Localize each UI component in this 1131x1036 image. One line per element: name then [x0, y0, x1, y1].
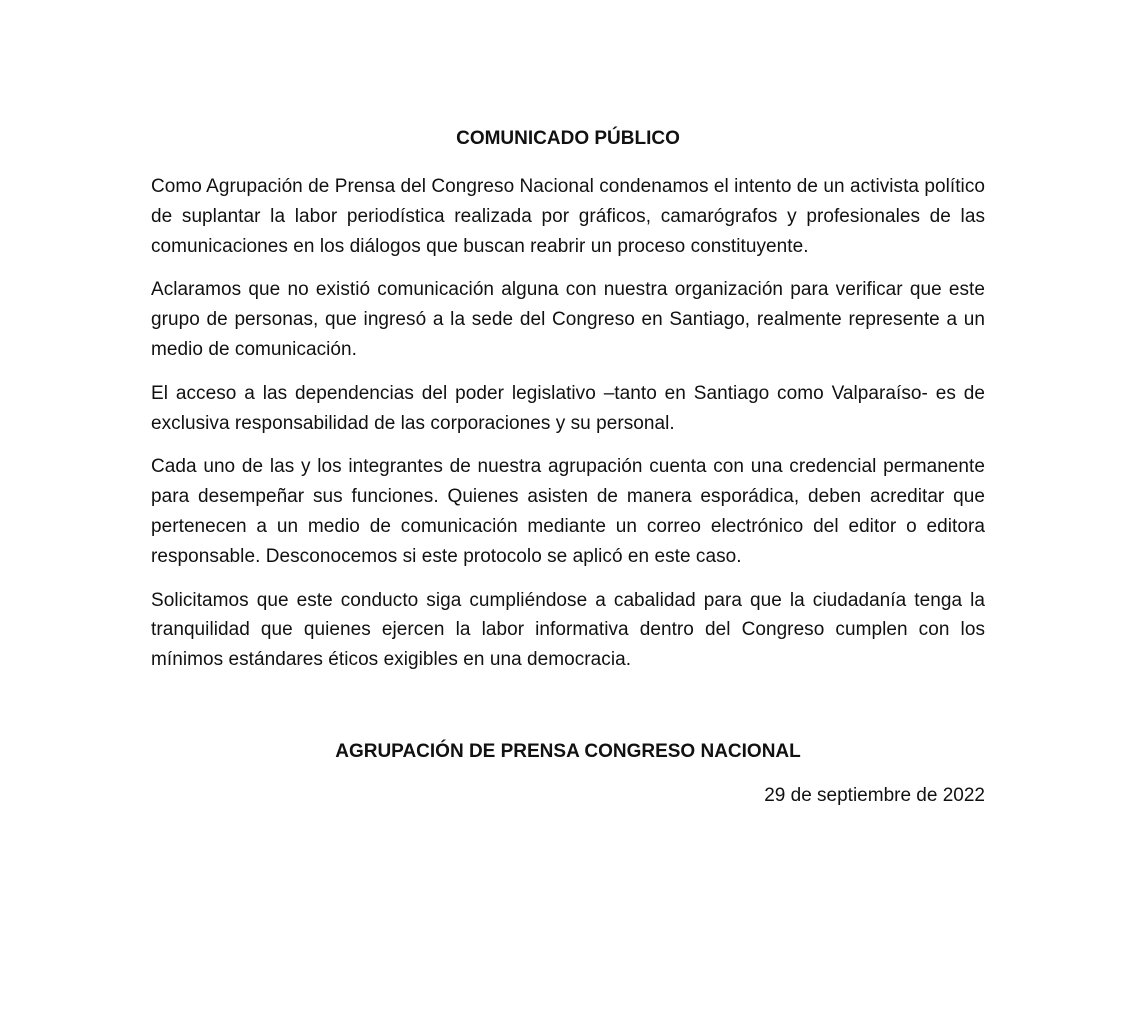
- document-date: 29 de septiembre de 2022: [764, 784, 985, 806]
- document-page: [151, 124, 985, 811]
- paragraph-1: Como Agrupación de Prensa del Congreso Nacional condenamos el intento de un activista político de suplantar la labor periodística realizada por gráficos, camarógrafos y profesionales de las comunicaciones en los diálogos que buscan reabrir un proceso constituyente.: [151, 176, 985, 257]
- paragraph-2: Aclaramos que no existió comunicación alguna con nuestra organización para verificar que este grupo de personas, que ingresó a la sede del Congreso en Santiago, realmente represente a un medio de comunicación.: [151, 279, 985, 360]
- document-title: COMUNICADO PÚBLICO: [456, 128, 680, 149]
- paragraph-5: Solicitamos que este conducto siga cumpliéndose a cabalidad para que la ciudadanía tenga la tranquilidad que quienes ejercen la labor informativa dentro del Congreso cumplen con los mínimos estándares éticos exigibles en una democracia.: [151, 589, 985, 671]
- signature: AGRUPACIÓN DE PRENSA CONGRESO NACIONAL: [335, 740, 801, 762]
- paragraph-4: Cada uno de las y los integrantes de nuestra agrupación cuenta con una credencial permanente para desempeñar sus funciones. Quienes asisten de manera esporádica, deben acreditar que pertenecen a un medio de comunicación mediante un correo electrónico del editor o editora responsable. Desconocemos si este protocolo se aplicó en este caso.: [151, 456, 985, 567]
- paragraph-3: El acceso a las dependencias del poder legislativo –tanto en Santiago como Valparaíso- es de exclusiva responsabilidad de las corporaciones y su personal.: [151, 382, 985, 434]
